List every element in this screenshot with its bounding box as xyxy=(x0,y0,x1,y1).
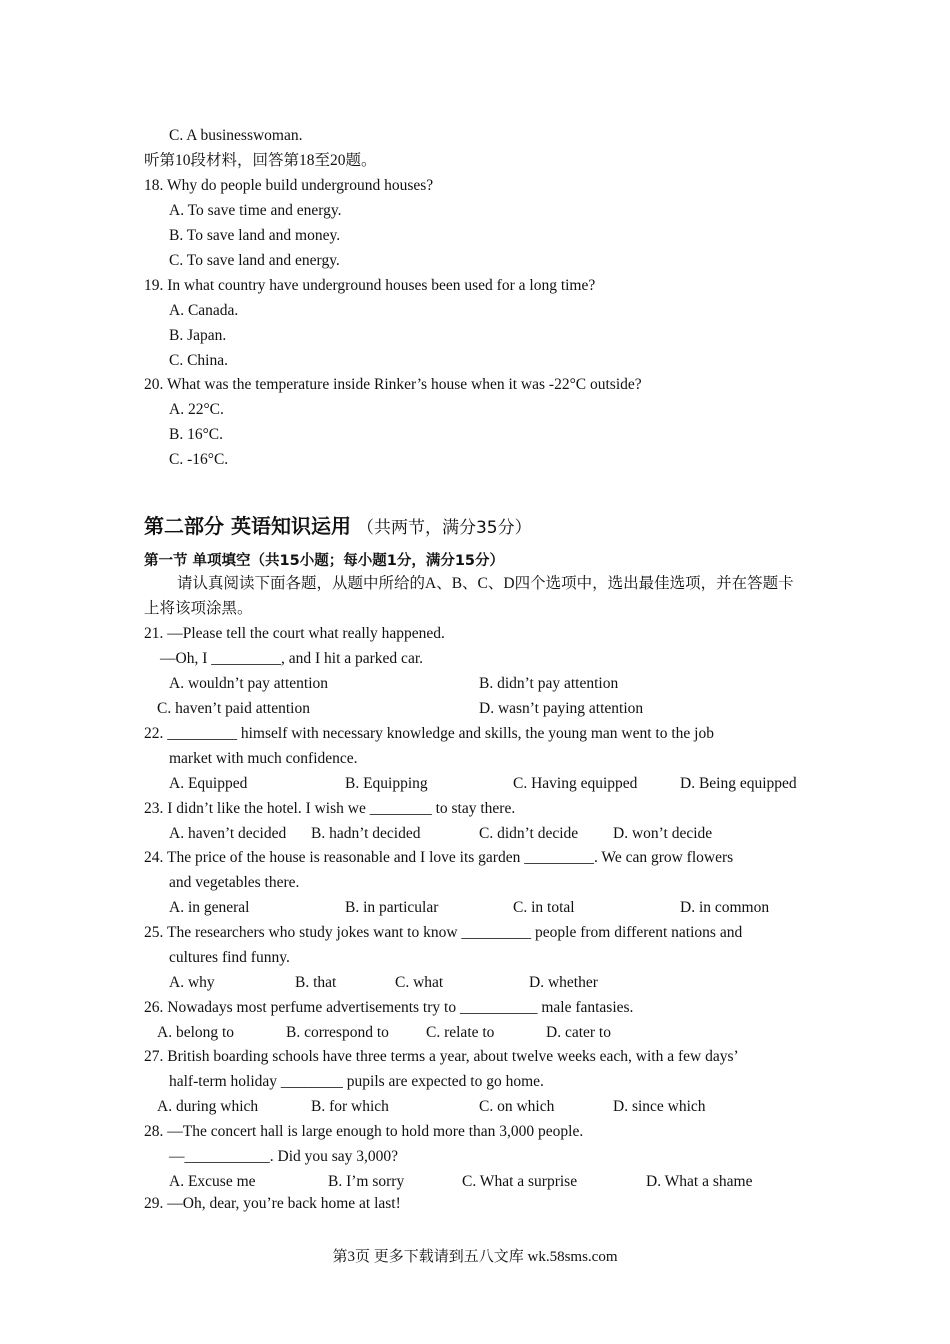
option-28b: B. I’m sorry xyxy=(328,1173,405,1190)
option-19a: A. Canada. xyxy=(169,302,239,319)
question-28-stem: 28. —The concert hall is large enough to hold more than 3,000 people. xyxy=(144,1123,584,1140)
question-22-stem-cont: market with much confidence. xyxy=(169,750,358,767)
instruction-line-2: 上将该项涂黑。 xyxy=(144,600,253,617)
option-18b: B. To save land and money. xyxy=(169,227,341,244)
listening-instruction: 听第10段材料，回答第18至20题。 xyxy=(144,152,377,169)
option-28a: A. Excuse me xyxy=(169,1173,256,1190)
question-29-stem: 29. —Oh, dear, you’re back home at last! xyxy=(144,1195,401,1212)
option-26c: C. relate to xyxy=(426,1024,495,1041)
option-23a: A. haven’t decided xyxy=(169,825,287,842)
question-21-stem: 21. —Please tell the court what really happened. xyxy=(144,625,445,642)
option-17c: C. A businesswoman. xyxy=(169,127,303,144)
question-24-stem-cont: and vegetables there. xyxy=(169,874,300,891)
option-21a: A. wouldn’t pay attention xyxy=(169,675,328,692)
option-27d: D. since which xyxy=(613,1098,706,1115)
option-25b: B. that xyxy=(295,974,337,991)
option-21d: D. wasn’t paying attention xyxy=(479,700,644,717)
option-27c: C. on which xyxy=(479,1098,555,1115)
option-28c: C. What a surprise xyxy=(462,1173,578,1190)
question-20: 20. What was the temperature inside Rinker’s house when it was -22°C outside? xyxy=(144,376,642,393)
page-footer: 第3页 更多下载请到五八文库 wk.58sms.com xyxy=(332,1249,618,1265)
section-note: （共两节，满分35分） xyxy=(356,518,532,538)
question-26-stem: 26. Nowadays most perfume advertisements try to __________ male fantasies. xyxy=(144,999,634,1016)
option-23c: C. didn’t decide xyxy=(479,825,579,842)
section-title: 第二部分 英语知识运用 xyxy=(144,514,351,538)
option-24b: B. in particular xyxy=(345,899,439,916)
question-27-stem-cont: half-term holiday ________ pupils are expected to go home. xyxy=(169,1073,544,1090)
option-26b: B. correspond to xyxy=(286,1024,389,1041)
option-22c: C. Having equipped xyxy=(513,775,638,792)
option-25a: A. why xyxy=(169,974,215,991)
option-24d: D. in common xyxy=(680,899,770,916)
option-27a: A. during which xyxy=(157,1098,259,1115)
question-28-reply: —___________. Did you say 3,000? xyxy=(169,1148,399,1165)
option-22b: B. Equipping xyxy=(345,775,428,792)
option-18c: C. To save land and energy. xyxy=(169,252,340,269)
option-20a: A. 22°C. xyxy=(169,401,224,418)
question-22-stem: 22. _________ himself with necessary knowledge and skills, the young man went to the job xyxy=(144,725,714,742)
question-19: 19. In what country have underground houses been used for a long time? xyxy=(144,277,596,294)
option-23d: D. won’t decide xyxy=(613,825,713,842)
option-25c: C. what xyxy=(395,974,444,991)
option-24c: C. in total xyxy=(513,899,575,916)
question-25-stem: 25. The researchers who study jokes want to know _________ people from different nations and xyxy=(144,924,743,941)
question-27-stem: 27. British boarding schools have three terms a year, about twelve weeks each, with a few days’ xyxy=(144,1048,739,1065)
option-22a: A. Equipped xyxy=(169,775,248,792)
option-20c: C. -16°C. xyxy=(169,451,229,468)
question-21-reply: —Oh, I _________, and I hit a parked car. xyxy=(160,650,424,667)
option-22d: D. Being equipped xyxy=(680,775,797,792)
question-18: 18. Why do people build underground houses? xyxy=(144,177,434,194)
option-23b: B. hadn’t decided xyxy=(311,825,421,842)
option-26a: A. belong to xyxy=(157,1024,235,1041)
option-19b: B. Japan. xyxy=(169,327,227,344)
option-28d: D. What a shame xyxy=(646,1173,753,1190)
question-24-stem: 24. The price of the house is reasonable and I love its garden _________. We can grow flowers xyxy=(144,849,734,866)
option-19c: C. China. xyxy=(169,352,228,369)
question-25-stem-cont: cultures find funny. xyxy=(169,949,290,966)
option-18a: A. To save time and energy. xyxy=(169,202,342,219)
question-23-stem: 23. I didn’t like the hotel. I wish we ________ to stay there. xyxy=(144,800,516,817)
instruction-line-1: 请认真阅读下面各题，从题中所给的A、B、C、D四个选项中，选出最佳选项，并在答题卡 xyxy=(177,575,794,592)
section-heading xyxy=(144,510,532,539)
option-26d: D. cater to xyxy=(546,1024,611,1041)
option-25d: D. whether xyxy=(529,974,598,991)
option-20b: B. 16°C. xyxy=(169,426,224,443)
option-27b: B. for which xyxy=(311,1098,389,1115)
option-24a: A. in general xyxy=(169,899,250,916)
option-21b: B. didn’t pay attention xyxy=(479,675,619,692)
subsection-title: 第一节 单项填空（共15小题；每小题1分，满分15分） xyxy=(144,553,504,569)
option-21c: C. haven’t paid attention xyxy=(157,700,310,717)
